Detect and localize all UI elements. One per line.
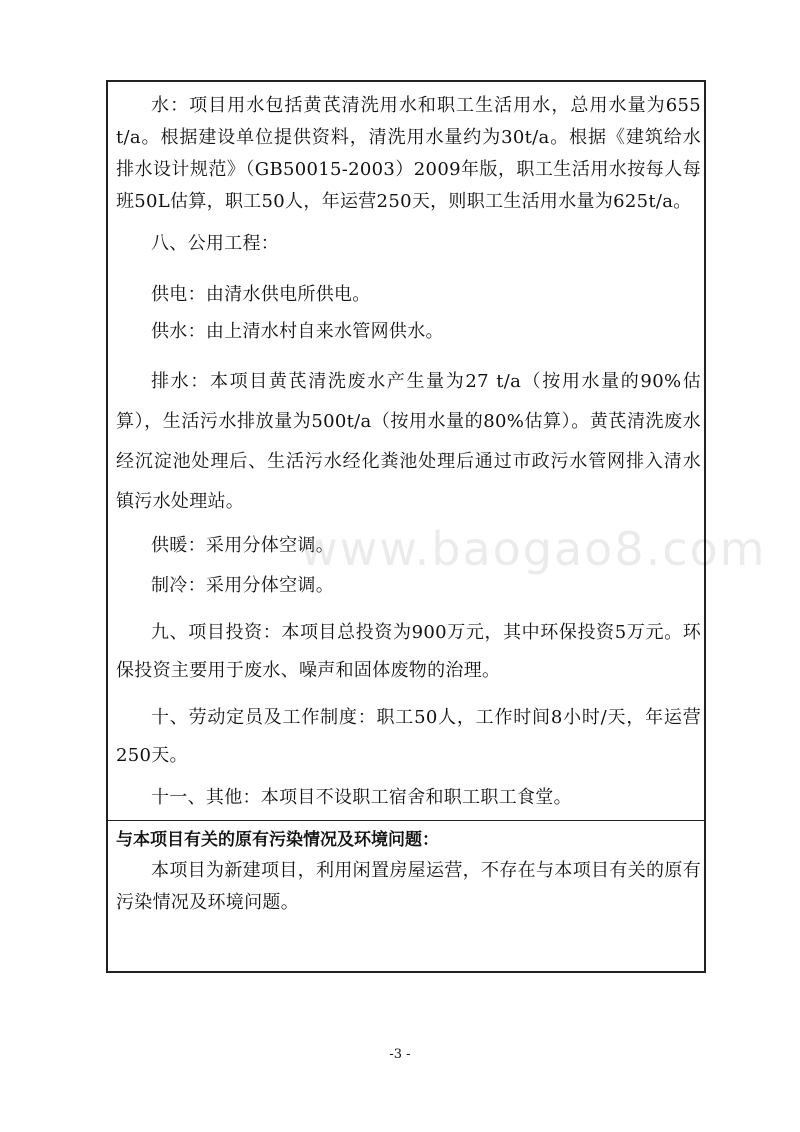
watermark: www.baogao8.com: [300, 522, 767, 576]
project-details-section: [108, 82, 704, 821]
cooling-paragraph: 制冷：采用分体空调。: [151, 575, 334, 596]
public-works-heading: 八、公用工程：: [151, 233, 280, 254]
power-supply-paragraph: 供电：由清水供电所供电。: [151, 284, 371, 305]
existing-pollution-paragraph: 本项目为新建项目，利用闲置房屋运营，不存在与本项目有关的原有污染情况及环境问题。: [116, 860, 701, 913]
other-paragraph: 十一、其他：本项目不设职工宿舍和职工职工食堂。: [151, 787, 572, 808]
water-supply-paragraph: 供水：由上清水村自来水管网供水。: [151, 321, 444, 342]
existing-pollution-section: [108, 821, 704, 971]
water-use-paragraph: 水：项目用水包括黄芪清洗用水和职工生活用水，总用水量为655 t/a。根据建设单位提供资料，清洗用水量约为30t/a。根据《建筑给水排水设计规范》（GB50015-2003）2009年版，职工生活用水按每人每班50L估算，职工50人，年运营250天，则职工生活用水量为625t/a。: [116, 95, 701, 212]
labor-paragraph: 十、劳动定员及工作制度：职工50人，工作时间8小时/天，年运营250天。: [116, 707, 701, 766]
content-table: [106, 80, 706, 973]
drainage-paragraph: 排水：本项目黄芪清洗废水产生量为27 t/a（按用水量的90%估算），生活污水排放量为500t/a（按用水量的80%估算）。黄芪清洗废水经沉淀池处理后、生活污水经化粪池处理后通过市政污水管网排入清水镇污水处理站。: [116, 371, 701, 512]
section-heading: 与本项目有关的原有污染情况及环境问题：: [116, 830, 439, 850]
heating-paragraph: 供暖：采用分体空调。: [151, 535, 334, 556]
investment-paragraph: 九、项目投资：本项目总投资为900万元，其中环保投资5万元。环保投资主要用于废水、噪声和固体废物的治理。: [116, 622, 701, 681]
page-number: -3 -: [389, 1047, 411, 1062]
